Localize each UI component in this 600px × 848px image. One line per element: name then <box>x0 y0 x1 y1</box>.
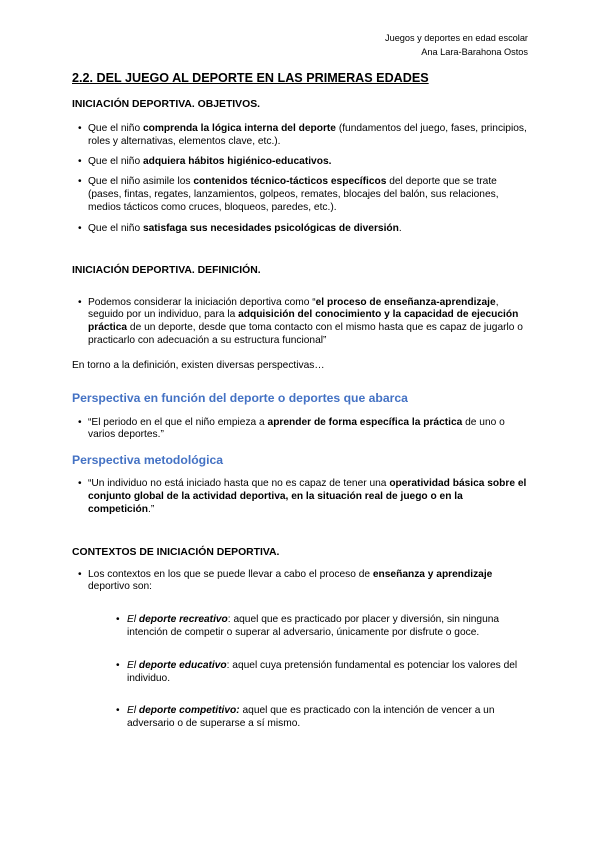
list-item: • El deporte educativo: aquel cuya pretensión fundamental es potenciar los valores del individuo. <box>112 660 530 686</box>
list-item: • Que el niño satisfaga sus necesidades psicológicas de diversión. <box>72 223 530 236</box>
list-item: • Que el niño asimile los contenidos técnico-tácticos específicos del deporte que se trate (pases, fintas, regates, lanzamientos, golpeos, remates, blocajes del balón, sus relaciones, medios tácticos como cruces, bloqueos, paredes, etc.). <box>72 176 530 214</box>
definicion-list <box>72 297 530 348</box>
list-item: • El deporte recreativo: aquel que es practicado por placer y diversión, sin ninguna intención de competir o superar al adversario, únicamente por disfrute o goce. <box>112 614 530 640</box>
document-body <box>72 70 530 731</box>
list-item: • El deporte competitivo: aquel que es practicado con la intención de vencer a un adversario o de superarse a sí mismo. <box>112 705 530 731</box>
perspectiva-deporte-list <box>72 417 530 443</box>
objetivos-list <box>72 123 530 236</box>
header-course: Juegos y deportes en edad escolar <box>384 33 528 43</box>
list-item: • Los contextos en los que se puede llevar a cabo el proceso de enseñanza y aprendizaje deportivo son: <box>72 569 530 595</box>
perspectiva-metodologica-list <box>72 478 530 516</box>
header-author: Ana Lara-Barahona Ostos <box>421 46 528 57</box>
list-item: • Que el niño adquiera hábitos higiénico-educativos. <box>72 156 530 169</box>
heading-perspectiva-metodologica: Perspectiva metodológica <box>72 453 224 468</box>
contextos-sublist <box>72 614 530 731</box>
heading-contextos: CONTEXTOS DE INICIACIÓN DEPORTIVA. <box>72 546 280 558</box>
list-item: • “El periodo en el que el niño empieza a aprender de forma específica la práctica de uno o varios deportes.” <box>72 417 530 443</box>
list-item: • Podemos considerar la iniciación deportiva como “el proceso de enseñanza-aprendizaje, seguido por un individuo, para la adquisición del conocimiento y la capacidad de ejecución práctica de un deporte, desde que toma contacto con el mismo hasta que es capaz de jugarlo o practicarlo con adecuación a su estructura funcional” <box>72 297 530 348</box>
contextos-list <box>72 569 530 595</box>
heading-perspectiva-deporte: Perspectiva en función del deporte o deportes que abarca <box>72 390 408 405</box>
heading-definicion: INICIACIÓN DEPORTIVA. DEFINICIÓN. <box>72 264 261 276</box>
page-title: 2.2. DEL JUEGO AL DEPORTE EN LAS PRIMERAS EDADES <box>72 71 429 85</box>
definicion-intro: En torno a la definición, existen diversas perspectivas… <box>72 359 325 371</box>
list-item: • “Un individuo no está iniciado hasta que no es capaz de tener una operatividad básica sobre el conjunto global de la actividad deportiva, en la situación real de juego o en la competición.” <box>72 478 530 516</box>
heading-objetivos: INICIACIÓN DEPORTIVA. OBJETIVOS. <box>72 99 261 110</box>
page-header <box>385 32 528 59</box>
list-item: • Que el niño comprenda la lógica interna del deporte (fundamentos del juego, fases, principios, roles y alternativas, elementos clave, etc.). <box>72 123 530 149</box>
